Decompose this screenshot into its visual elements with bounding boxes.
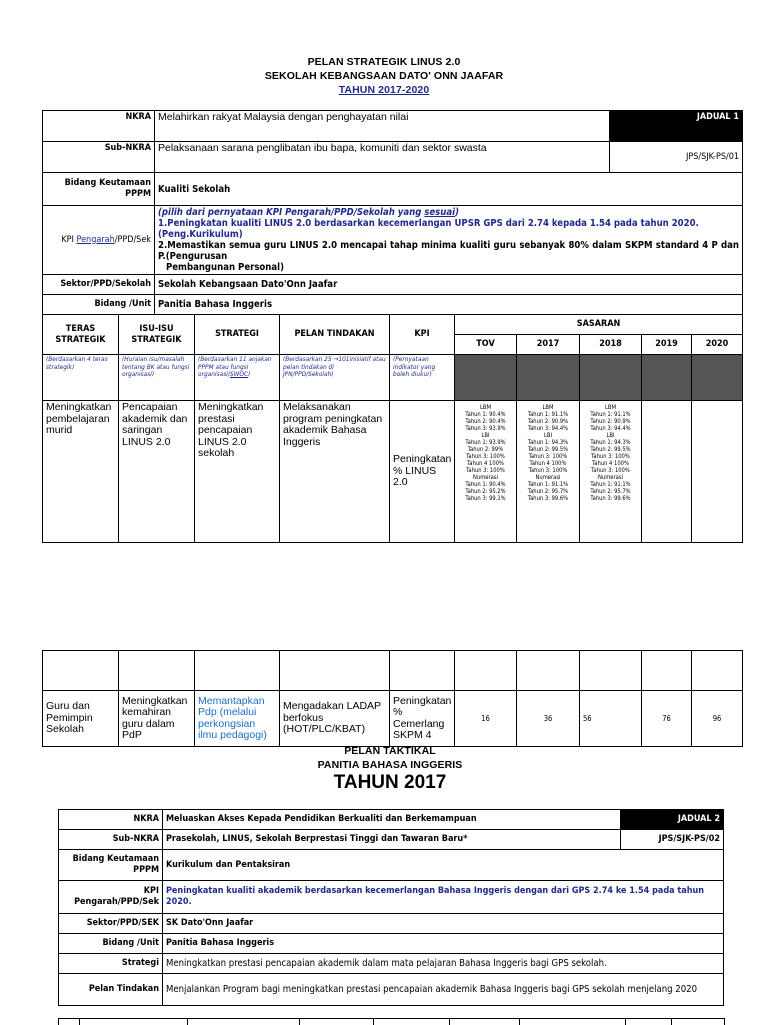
j2-code: JPS/SJK-PS/02 [621,830,724,850]
grey-cell-2020 [692,355,743,401]
note-kpi: (Pernyataan indikator yang boleh diukur) [390,355,455,401]
y2017-line: Tahun 2: 90.9% [527,419,569,425]
grey-cell-2019 [642,355,692,401]
kpi-label [43,206,155,275]
next-table-divider [671,1019,672,1025]
j2-kpi-label: KPI Pengarah/PPD/Sek [59,881,163,914]
empty-cell-2 [119,651,195,691]
row2-pelan: Mengadakan LADAP berfokus (HOT/PLC/KBAT) [280,691,390,747]
j2-strategi-label: Strategi [59,954,163,974]
y2018-line: Tahun 2: 90.9% [590,419,631,425]
tov-line: Tahun 3: 100% [466,454,505,460]
subnkra-value: Pelaksanaan sarana penglibatan ibu bapa, komuniti dan sektor swasta [155,142,610,173]
note-teras: (Berdasarkan 4 teras strategik) [43,355,119,401]
y2018-line: Tahun 1: 94.3% [590,440,631,446]
bidang-label: Bidang Keutamaan PPPM [43,173,155,206]
next-table-divider [519,1019,520,1025]
hdr-2018: 2018 [580,335,642,355]
taktikal-panitia: PANITIA BAHASA INGGERIS [317,759,463,771]
jadual1-code: JPS/SJK-PS/01 [610,142,743,173]
j2-strategi-value: Meningkatkan prestasi pencapaian akademik dalam mata pelajaran Bahasa Inggeris bagi GPS sekolah. [163,954,724,974]
tov-line: Numerasi [472,475,498,481]
empty-cell-3 [195,651,280,691]
y2018-line: Tahun 2: 95.7% [590,489,631,495]
note-strategi [195,355,280,401]
subnkra-label: Sub-NKRA [43,142,155,173]
row2-strategi: Memantapkan Pdp (melalui perkongsian ilmu pedagogi) [195,691,280,747]
hdr-2019: 2019 [642,335,692,355]
y2018-line: Numerasi [597,475,623,481]
second-table [42,650,743,747]
nkra-value: Melahirkan rakyat Malaysia dengan penghayatan nilai [155,111,610,142]
value-2017: 36 [517,691,580,747]
row1-2017 [517,401,580,543]
j2-kpi-value: Peningkatan kualiti akademik berdasarkan kecemerlangan Bahasa Inggeris dengan dari GPS 2.74 ke 1.54 pada tahun 2020. [163,881,724,914]
tov-line: Tahun 2: 95.2% [465,489,506,495]
hdr-pelan: PELAN TINDAKAN [280,315,390,355]
j2-sektor-value: SK Dato'Onn Jaafar [163,914,724,934]
hdr-2017: 2017 [517,335,580,355]
doc-title-line1: PELAN STRATEGIK LINUS 2.0 [307,56,461,68]
row1-tov [455,401,517,543]
value-2018: 56 [580,691,642,747]
next-table-divider [187,1019,188,1025]
row1-2018 [580,401,642,543]
tov-line: Tahun 3: 99.1% [465,496,506,502]
row2-kpi: Peningkatan % Cemerlang SKPM 4 [390,691,455,747]
tov-line: Tahun 4 100% [467,461,504,467]
nkra-label: NKRA [43,111,155,142]
kpi-value [155,206,743,275]
empty-cell-6 [455,651,517,691]
hdr-teras: TERAS STRATEGIK [43,315,119,355]
y2017-line: Numerasi [535,475,561,481]
row1-2020 [692,401,743,543]
empty-cell-8 [580,651,642,691]
kpi-line3: Pembangunan Personal) [166,262,284,273]
hdr-strategi: STRATEGI [195,315,280,355]
y2018-line: LBM [605,405,616,411]
pengarah-link[interactable]: Pengarah [76,234,115,245]
grey-cell-tov [455,355,517,401]
empty-cell-4 [280,651,390,691]
y2017-line: Tahun 2: 95.7% [527,489,569,495]
kpi-note [158,207,739,218]
empty-cell-7 [517,651,580,691]
y2018-line: Tahun 2: 99.5% [590,447,631,453]
y2017-line: Tahun 3: 99.6% [527,496,569,502]
kpi-note-post: ) [455,207,459,218]
y2018-line: LBI [606,433,615,439]
y2018-line: Tahun 1: 91.1% [590,412,631,418]
y2018-line: Tahun 3: 94.4% [590,426,631,432]
taktikal-year: TAHUN 2017 [333,772,447,793]
tov-line: Tahun 2: 90.4% [465,419,506,425]
sektor-label: Sektor/PPD/Sekolah [43,275,155,295]
years-link[interactable]: TAHUN 2017-2020 [338,84,430,96]
j2-bidang-label: Bidang Keutamaan PPPM [59,850,163,881]
empty-cell-1 [43,651,119,691]
y2017-line: LBM [542,405,554,411]
value-2019: 76 [642,691,692,747]
j2-subnkra-value: Prasekolah, LINUS, Sekolah Berprestasi Tinggi dan Tawaran Baru* [163,830,621,850]
row1-pelan: Melaksanakan program peningkatan akademik Bahasa Inggeris [280,401,390,543]
y2017-line: LBI [543,433,553,439]
jadual-label: JADUAL 1 [610,111,743,142]
j2-bidang-value: Kurikulum dan Pentaksiran [163,850,724,881]
empty-cell-5 [390,651,455,691]
j2-pelan-value: Menjalankan Program bagi meningkatkan prestasi pencapaian akademik Bahasa Inggeris bagi GPS sekolah menjelang 2020 [163,974,724,1006]
tov-line: Tahun 1: 90.4% [465,412,506,418]
unit-value: Panitia Bahasa Inggeris [155,295,743,315]
j2-unit-label: Bidang /Unit [59,934,163,954]
doc-title-school: SEKOLAH KEBANGSAAN DATO' ONN JAAFAR [264,70,504,82]
tov-line: LBM [480,405,491,411]
y2018-line: Tahun 3: 100% [591,468,630,474]
jadual2-table [58,809,724,1006]
y2017-line: Tahun 2: 99.5% [527,447,569,453]
taktikal-title: PELAN TAKTIKAL [344,745,436,757]
tov-line: Tahun 2: 99% [467,447,504,453]
y2018-line: Tahun 4 100% [592,461,629,467]
y2017-line: Tahun 3: 100% [528,468,568,474]
strategic-table [42,314,743,543]
y2017-line: Tahun 1: 94.3% [527,440,569,446]
j2-nkra-value: Meluaskan Akses Kepada Pendidikan Berkualiti dan Berkemampuan [163,810,621,830]
j2-nkra-label: NKRA [59,810,163,830]
j2-sektor-label: Sektor/PPD/SEK [59,914,163,934]
note-isu: (Huraian isu/masalah tentang BK atau fungsi organisasi) [119,355,195,401]
note-strategi-text: (Berdasarkan 11 anjakan PPPM atau fungsi organisasi/ [198,355,272,378]
y2018-line: Tahun 3: 100% [591,454,630,460]
row1-2019 [642,401,692,543]
y2017-line: Tahun 1: 91.1% [527,482,569,488]
note-strategi-close: ) [248,370,251,378]
hdr-sasaran: SASARAN [455,315,743,335]
row1-isu: Pencapaian akademik dan saringan LINUS 2.0 [119,401,195,543]
sektor-value: Sekolah Kebangsaan Dato'Onn Jaafar [155,275,743,295]
hdr-tov: TOV [455,335,517,355]
kpi-line2: 2.Memastikan semua guru LINUS 2.0 mencapai tahap minima kualiti guru sebanyak 80% dalam SKPM standard 4 P dan P.(Pengurusan [158,240,739,262]
next-table-divider [299,1019,300,1025]
y2018-line: Tahun 1: 91.1% [590,482,631,488]
j2-jadual-label: JADUAL 2 [621,810,724,830]
kpi-label-post: /PPD/Sek [114,234,151,245]
hdr-2020: 2020 [692,335,743,355]
empty-cell-10 [692,651,743,691]
y2017-line: Tahun 3: 100% [528,454,568,460]
value-2020: 96 [692,691,743,747]
tov-line: Tahun 3: 100% [466,468,505,474]
row1-strategi: Meningkatkan prestasi pencapaian LINUS 2.0 sekolah [195,401,280,543]
swoc-link[interactable]: SWOC [229,370,249,378]
next-table-divider [625,1019,626,1025]
doc-title-years[interactable] [0,84,768,96]
empty-cell-9 [642,651,692,691]
y2018-line: Tahun 3: 99.6% [590,496,631,502]
value-tov: 16 [455,691,517,747]
next-table-divider [373,1019,374,1025]
next-table-divider [79,1019,80,1025]
tov-line: LBI [481,433,490,439]
unit-label: Bidang /Unit [43,295,155,315]
row1-kpi: Peningkatan % LINUS 2.0 [390,401,455,543]
bidang-value: Kualiti Sekolah [155,173,743,206]
j2-unit-value: Panitia Bahasa Inggeris [163,934,724,954]
note-pelan: (Berdasarkan 25 →101inisiatif atau pelan tindakan di JPN/PPD/Sekolah) [280,355,390,401]
tov-line: Tahun 3: 93.9% [465,426,506,432]
row2-teras: Guru dan Pemimpin Sekolah [43,691,119,747]
y2017-line: Tahun 1: 91.1% [527,412,569,418]
hdr-isu: ISU-ISU STRATEGIK [119,315,195,355]
row2-isu: Meningkatkan kemahiran guru dalam PdP [119,691,195,747]
y2017-line: Tahun 4 100% [529,461,567,467]
tov-line: Tahun 1: 93.9% [465,440,506,446]
hdr-kpi: KPI [390,315,455,355]
kpi-line1: 1.Peningkatan kualiti LINUS 2.0 berdasarkan kecemerlangan UPSR GPS dari 2.74 kepada 1.54 pada tahun 2020.(Peng.Kurikulum) [158,218,699,240]
tov-line: Tahun 1: 90.4% [465,482,506,488]
grey-cell-2018 [580,355,642,401]
j2-pelan-label: Pelan Tindakan [59,974,163,1006]
kpi-note-pre: (pilih dari pernyataan KPI Pengarah/PPD/Sekolah yang [158,207,425,218]
jadual1-table [42,110,743,315]
sesuai-link[interactable]: sesuai [424,207,456,218]
grey-cell-2017 [517,355,580,401]
next-table-divider [449,1019,450,1025]
kpi-label-pre: KPI [61,234,77,245]
y2017-line: Tahun 3: 94.4% [527,426,569,432]
j2-subnkra-label: Sub-NKRA [59,830,163,850]
row1-teras: Meningkatkan pembelajaran murid [43,401,119,543]
